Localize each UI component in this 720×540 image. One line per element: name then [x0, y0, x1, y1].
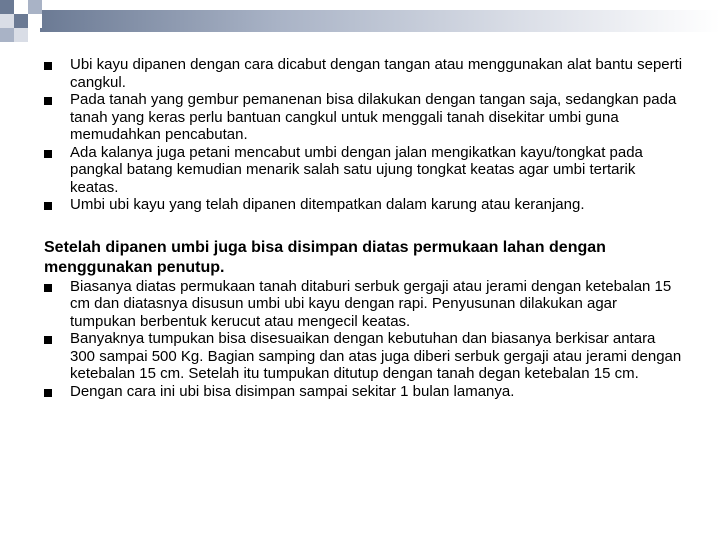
deco-square [14, 14, 28, 28]
list-item [44, 144, 684, 197]
square-bullet-icon [44, 284, 52, 292]
deco-square [28, 0, 42, 14]
list-item [44, 91, 684, 144]
square-bullet-icon [44, 389, 52, 397]
deco-square [14, 28, 28, 42]
deco-square [28, 14, 42, 28]
list-item [44, 330, 684, 383]
square-bullet-icon [44, 62, 52, 70]
list-item-text: Biasanya diatas permukaan tanah ditaburi serbuk gergaji atau jerami dengan ketebalan 15 cm dan diatasnya disusun umbi ubi kayu dengan rapi. Penyusunan dilakukan agar tumpukan berbentuk kerucut atau mengecil keatas. [70, 277, 672, 330]
list-item [44, 278, 684, 331]
square-bullet-icon [44, 336, 52, 344]
header-gradient-band [40, 10, 720, 32]
bullet-list-bottom [44, 278, 684, 401]
list-item-text: Ada kalanya juga petani mencabut umbi dengan jalan mengikatkan kayu/tongkat pada pangkal batang kemudian menarik salah satu ujung tongkat keatas agar umbi tertarik keatas. [70, 143, 643, 196]
list-item-text: Pada tanah yang gembur pemanenan bisa dilakukan dengan tangan saja, sedangkan pada tanah yang keras perlu bantuan cangkul untuk menggali tanah disekitar umbi guna memudahkan pencabutan. [70, 91, 677, 143]
list-item-text: Banyaknya tumpukan bisa disesuaikan dengan kebutuhan dan biasanya berkisar antara 300 sampai 500 Kg. Bagian samping dan atas juga diberi serbuk gergaji atau jerami dengan ketebalan 15 cm. Setelah itu tumpukan ditutup dengan tanah degan ketebalan 15 cm. [70, 330, 682, 382]
deco-square [14, 0, 28, 14]
storage-paragraph: Setelah dipanen umbi juga bisa disimpan diatas permukaan lahan dengan menggunakan penutup. [44, 238, 606, 276]
square-bullet-icon [44, 202, 52, 210]
deco-square [0, 14, 14, 28]
list-item-text: Ubi kayu dipanen dengan cara dicabut dengan tangan atau menggunakan alat bantu seperti cangkul. [70, 56, 683, 91]
list-item [44, 196, 684, 214]
deco-square [0, 0, 14, 14]
square-bullet-icon [44, 97, 52, 105]
square-bullet-icon [44, 150, 52, 158]
list-item-text: Umbi ubi kayu yang telah dipanen ditempatkan dalam karung atau keranjang. [70, 196, 585, 213]
header-decoration [0, 0, 720, 48]
list-item [44, 383, 684, 401]
list-item [44, 56, 684, 91]
bullet-list-top [44, 56, 684, 214]
deco-square [0, 28, 14, 42]
slide-content [44, 56, 684, 400]
list-item-text: Dengan cara ini ubi bisa disimpan sampai sekitar 1 bulan lamanya. [70, 382, 515, 400]
